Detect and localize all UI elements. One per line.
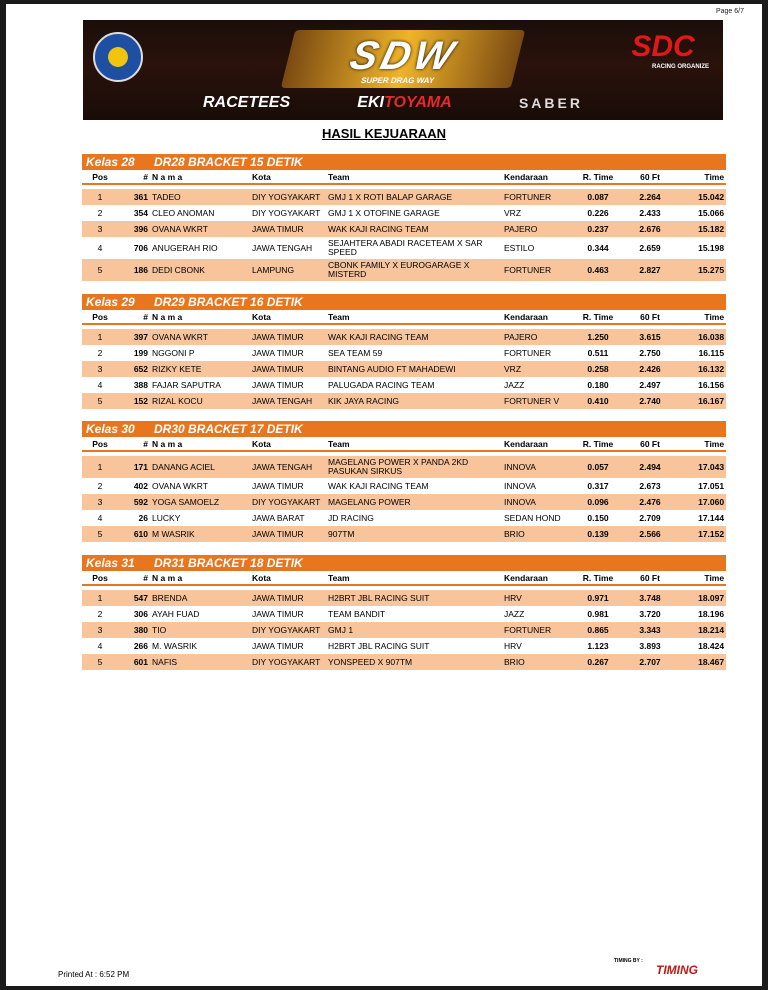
- sdc-subtitle: RACING ORGANIZE: [652, 64, 709, 70]
- number-cell: 592: [118, 494, 150, 510]
- column-header: N a m a: [150, 170, 250, 184]
- reaction-time-cell: 1.250: [572, 329, 624, 345]
- class-number: Kelas 28: [82, 154, 150, 170]
- pos-cell: 3: [82, 494, 118, 510]
- column-header: 60 Ft: [624, 170, 676, 184]
- name-cell: DEDI CBONK: [150, 259, 250, 281]
- reaction-time-cell: 0.226: [572, 205, 624, 221]
- reaction-time-cell: 0.267: [572, 654, 624, 670]
- team-cell: KIK JAYA RACING: [326, 393, 502, 409]
- time-cell: 16.115: [676, 345, 726, 361]
- name-cell: NAFIS: [150, 654, 250, 670]
- reaction-time-cell: 0.511: [572, 345, 624, 361]
- reaction-time-cell: 0.317: [572, 478, 624, 494]
- 60ft-cell: 2.673: [624, 478, 676, 494]
- number-cell: 706: [118, 237, 150, 259]
- column-header: R. Time: [572, 437, 624, 451]
- pos-cell: 2: [82, 478, 118, 494]
- table-row: [82, 510, 726, 526]
- reaction-time-cell: 0.057: [572, 456, 624, 478]
- table-row: [82, 622, 726, 638]
- column-header: Kota: [250, 437, 326, 451]
- city-cell: JAWA TIMUR: [250, 221, 326, 237]
- column-header: Kendaraan: [502, 437, 572, 451]
- table-row: [82, 189, 726, 205]
- team-cell: GMJ 1 X ROTI BALAP GARAGE: [326, 189, 502, 205]
- city-cell: LAMPUNG: [250, 259, 326, 281]
- team-cell: MAGELANG POWER: [326, 494, 502, 510]
- city-cell: JAWA TENGAH: [250, 456, 326, 478]
- vehicle-cell: FORTUNER: [502, 622, 572, 638]
- name-cell: TIO: [150, 622, 250, 638]
- time-cell: 17.152: [676, 526, 726, 542]
- city-cell: JAWA BARAT: [250, 510, 326, 526]
- pos-cell: 4: [82, 377, 118, 393]
- city-cell: DIY YOGYAKART: [250, 494, 326, 510]
- pos-cell: 4: [82, 510, 118, 526]
- timing-logo: TIMING: [656, 963, 698, 977]
- city-cell: JAWA TIMUR: [250, 606, 326, 622]
- table-row: [82, 237, 726, 259]
- class-name: DR30 BRACKET 17 DETIK: [150, 421, 726, 437]
- reaction-time-cell: 0.971: [572, 590, 624, 606]
- name-cell: ANUGERAH RIO: [150, 237, 250, 259]
- team-cell: WAK KAJI RACING TEAM: [326, 478, 502, 494]
- city-cell: JAWA TIMUR: [250, 361, 326, 377]
- column-header: Time: [676, 437, 726, 451]
- city-cell: JAWA TIMUR: [250, 638, 326, 654]
- team-cell: SEJAHTERA ABADI RACETEAM X SAR SPEED: [326, 237, 502, 259]
- column-header: Pos: [82, 310, 118, 324]
- vehicle-cell: FORTUNER: [502, 189, 572, 205]
- 60ft-cell: 3.615: [624, 329, 676, 345]
- team-cell: GMJ 1: [326, 622, 502, 638]
- pos-cell: 1: [82, 590, 118, 606]
- table-row: [82, 205, 726, 221]
- reaction-time-cell: 0.096: [572, 494, 624, 510]
- name-cell: TADEO: [150, 189, 250, 205]
- team-cell: TEAM BANDIT: [326, 606, 502, 622]
- city-cell: DIY YOGYAKART: [250, 654, 326, 670]
- name-cell: FAJAR SAPUTRA: [150, 377, 250, 393]
- 60ft-cell: 3.893: [624, 638, 676, 654]
- column-header: N a m a: [150, 437, 250, 451]
- name-cell: M WASRIK: [150, 526, 250, 542]
- pos-cell: 5: [82, 259, 118, 281]
- reaction-time-cell: 0.180: [572, 377, 624, 393]
- pos-cell: 2: [82, 345, 118, 361]
- team-cell: GMJ 1 X OTOFINE GARAGE: [326, 205, 502, 221]
- pos-cell: 1: [82, 329, 118, 345]
- number-cell: 354: [118, 205, 150, 221]
- city-cell: DIY YOGYAKART: [250, 622, 326, 638]
- vehicle-cell: FORTUNER V: [502, 393, 572, 409]
- column-header: 60 Ft: [624, 571, 676, 585]
- results-page: [6, 4, 762, 986]
- pos-cell: 4: [82, 638, 118, 654]
- class-name: DR29 BRACKET 16 DETIK: [150, 294, 726, 310]
- column-header: Kendaraan: [502, 571, 572, 585]
- vehicle-cell: INNOVA: [502, 478, 572, 494]
- column-header: Kota: [250, 571, 326, 585]
- 60ft-cell: 3.720: [624, 606, 676, 622]
- reaction-time-cell: 0.258: [572, 361, 624, 377]
- city-cell: JAWA TIMUR: [250, 590, 326, 606]
- vehicle-cell: BRIO: [502, 526, 572, 542]
- vehicle-cell: SEDAN HOND: [502, 510, 572, 526]
- sponsor-strip: [203, 92, 583, 114]
- number-cell: 547: [118, 590, 150, 606]
- time-cell: 17.060: [676, 494, 726, 510]
- time-cell: 18.196: [676, 606, 726, 622]
- table-row: [82, 606, 726, 622]
- reaction-time-cell: 0.150: [572, 510, 624, 526]
- pos-cell: 1: [82, 189, 118, 205]
- name-cell: OVANA WKRT: [150, 478, 250, 494]
- time-cell: 15.198: [676, 237, 726, 259]
- pos-cell: 1: [82, 456, 118, 478]
- column-header: 60 Ft: [624, 437, 676, 451]
- 60ft-cell: 3.748: [624, 590, 676, 606]
- time-cell: 18.097: [676, 590, 726, 606]
- team-cell: BINTANG AUDIO FT MAHADEWI: [326, 361, 502, 377]
- column-header: Team: [326, 437, 502, 451]
- column-header: 60 Ft: [624, 310, 676, 324]
- 60ft-cell: 2.497: [624, 377, 676, 393]
- city-cell: JAWA TENGAH: [250, 393, 326, 409]
- column-header: Team: [326, 571, 502, 585]
- team-cell: WAK KAJI RACING TEAM: [326, 221, 502, 237]
- name-cell: OVANA WKRT: [150, 329, 250, 345]
- table-row: [82, 526, 726, 542]
- column-header: #: [118, 170, 150, 184]
- vehicle-cell: FORTUNER: [502, 345, 572, 361]
- table-row: [82, 259, 726, 281]
- class-number: Kelas 30: [82, 421, 150, 437]
- time-cell: 17.043: [676, 456, 726, 478]
- time-cell: 15.182: [676, 221, 726, 237]
- reaction-time-cell: 1.123: [572, 638, 624, 654]
- number-cell: 266: [118, 638, 150, 654]
- time-cell: 17.051: [676, 478, 726, 494]
- 60ft-cell: 2.494: [624, 456, 676, 478]
- printed-at: Printed At : 6:52 PM: [58, 970, 130, 979]
- number-cell: 402: [118, 478, 150, 494]
- city-cell: JAWA TIMUR: [250, 345, 326, 361]
- city-cell: DIY YOGYAKART: [250, 189, 326, 205]
- number-cell: 380: [118, 622, 150, 638]
- column-header: R. Time: [572, 310, 624, 324]
- number-cell: 388: [118, 377, 150, 393]
- time-cell: 18.467: [676, 654, 726, 670]
- table-row: [82, 456, 726, 478]
- city-cell: JAWA TENGAH: [250, 237, 326, 259]
- 60ft-cell: 2.709: [624, 510, 676, 526]
- column-header: Kota: [250, 310, 326, 324]
- number-cell: 396: [118, 221, 150, 237]
- column-header: Team: [326, 170, 502, 184]
- table-row: [82, 221, 726, 237]
- reaction-time-cell: 0.344: [572, 237, 624, 259]
- class-table: [82, 154, 726, 281]
- city-cell: DIY YOGYAKART: [250, 205, 326, 221]
- team-cell: PALUGADA RACING TEAM: [326, 377, 502, 393]
- vehicle-cell: ESTILO: [502, 237, 572, 259]
- time-cell: 16.156: [676, 377, 726, 393]
- column-header: Pos: [82, 170, 118, 184]
- name-cell: DANANG ACIEL: [150, 456, 250, 478]
- sponsor-eki-toyama-logo: EKITOYAMA: [357, 94, 452, 111]
- vehicle-cell: BRIO: [502, 654, 572, 670]
- class-table: [82, 555, 726, 670]
- pos-cell: 5: [82, 526, 118, 542]
- vehicle-cell: FORTUNER: [502, 259, 572, 281]
- pos-cell: 3: [82, 221, 118, 237]
- reaction-time-cell: 0.981: [572, 606, 624, 622]
- city-cell: JAWA TIMUR: [250, 526, 326, 542]
- page-number: Page 6/7: [715, 8, 744, 15]
- 60ft-cell: 2.264: [624, 189, 676, 205]
- name-cell: RIZKY KETE: [150, 361, 250, 377]
- column-header: Pos: [82, 437, 118, 451]
- vehicle-cell: HRV: [502, 638, 572, 654]
- vehicle-cell: HRV: [502, 590, 572, 606]
- table-row: [82, 329, 726, 345]
- name-cell: AYAH FUAD: [150, 606, 250, 622]
- event-banner: [83, 20, 723, 120]
- vehicle-cell: PAJERO: [502, 329, 572, 345]
- column-header: Time: [676, 170, 726, 184]
- 60ft-cell: 2.426: [624, 361, 676, 377]
- time-cell: 16.132: [676, 361, 726, 377]
- 60ft-cell: 2.566: [624, 526, 676, 542]
- time-cell: 16.167: [676, 393, 726, 409]
- vehicle-cell: VRZ: [502, 361, 572, 377]
- team-cell: CBONK FAMILY X EUROGARAGE X MISTERD: [326, 259, 502, 281]
- pos-cell: 5: [82, 654, 118, 670]
- number-cell: 199: [118, 345, 150, 361]
- 60ft-cell: 2.659: [624, 237, 676, 259]
- reaction-time-cell: 0.139: [572, 526, 624, 542]
- city-cell: JAWA TIMUR: [250, 329, 326, 345]
- class-number: Kelas 29: [82, 294, 150, 310]
- sponsor-racetees-logo: RACETEES: [203, 94, 291, 111]
- team-cell: H2BRT JBL RACING SUIT: [326, 590, 502, 606]
- time-cell: 17.144: [676, 510, 726, 526]
- number-cell: 397: [118, 329, 150, 345]
- name-cell: OVANA WKRT: [150, 221, 250, 237]
- 60ft-cell: 2.740: [624, 393, 676, 409]
- class-name: DR28 BRACKET 15 DETIK: [150, 154, 726, 170]
- table-row: [82, 345, 726, 361]
- number-cell: 152: [118, 393, 150, 409]
- reaction-time-cell: 0.463: [572, 259, 624, 281]
- vehicle-cell: JAZZ: [502, 377, 572, 393]
- 60ft-cell: 2.476: [624, 494, 676, 510]
- sdw-logo: SDW SUPER DRAG WAY: [281, 30, 525, 88]
- vehicle-cell: PAJERO: [502, 221, 572, 237]
- pos-cell: 3: [82, 622, 118, 638]
- number-cell: 306: [118, 606, 150, 622]
- reaction-time-cell: 0.410: [572, 393, 624, 409]
- column-header: #: [118, 437, 150, 451]
- time-cell: 16.038: [676, 329, 726, 345]
- vehicle-cell: INNOVA: [502, 456, 572, 478]
- name-cell: NGGONI P: [150, 345, 250, 361]
- city-cell: JAWA TIMUR: [250, 478, 326, 494]
- club-emblem-icon: [93, 32, 143, 82]
- column-header: R. Time: [572, 170, 624, 184]
- pos-cell: 2: [82, 606, 118, 622]
- reaction-time-cell: 0.237: [572, 221, 624, 237]
- 60ft-cell: 2.707: [624, 654, 676, 670]
- 60ft-cell: 2.827: [624, 259, 676, 281]
- time-cell: 15.275: [676, 259, 726, 281]
- name-cell: M. WASRIK: [150, 638, 250, 654]
- reaction-time-cell: 0.087: [572, 189, 624, 205]
- column-header: #: [118, 571, 150, 585]
- team-cell: H2BRT JBL RACING SUIT: [326, 638, 502, 654]
- sdc-logo: SDC: [631, 30, 695, 63]
- number-cell: 361: [118, 189, 150, 205]
- table-row: [82, 393, 726, 409]
- team-cell: WAK KAJI RACING TEAM: [326, 329, 502, 345]
- 60ft-cell: 2.433: [624, 205, 676, 221]
- vehicle-cell: JAZZ: [502, 606, 572, 622]
- column-header: N a m a: [150, 571, 250, 585]
- column-header: Time: [676, 310, 726, 324]
- column-header: Kendaraan: [502, 310, 572, 324]
- number-cell: 26: [118, 510, 150, 526]
- team-cell: 907TM: [326, 526, 502, 542]
- class-number: Kelas 31: [82, 555, 150, 571]
- table-row: [82, 377, 726, 393]
- page-title: HASIL KEJUARAAN: [322, 126, 446, 141]
- class-name: DR31 BRACKET 18 DETIK: [150, 555, 726, 571]
- vehicle-cell: INNOVA: [502, 494, 572, 510]
- table-row: [82, 361, 726, 377]
- city-cell: JAWA TIMUR: [250, 377, 326, 393]
- timing-by-label: TIMING BY :: [614, 958, 643, 964]
- class-table: [82, 294, 726, 409]
- name-cell: YOGA SAMOELZ: [150, 494, 250, 510]
- column-header: Team: [326, 310, 502, 324]
- pos-cell: 4: [82, 237, 118, 259]
- vehicle-cell: VRZ: [502, 205, 572, 221]
- column-header: R. Time: [572, 571, 624, 585]
- name-cell: RIZAL KOCU: [150, 393, 250, 409]
- pos-cell: 2: [82, 205, 118, 221]
- name-cell: CLEO ANOMAN: [150, 205, 250, 221]
- number-cell: 610: [118, 526, 150, 542]
- number-cell: 652: [118, 361, 150, 377]
- sponsor-saber-logo: SABER: [518, 95, 583, 111]
- table-row: [82, 638, 726, 654]
- class-table: [82, 421, 726, 542]
- pos-cell: 3: [82, 361, 118, 377]
- table-row: [82, 494, 726, 510]
- team-cell: YONSPEED X 907TM: [326, 654, 502, 670]
- team-cell: JD RACING: [326, 510, 502, 526]
- team-cell: SEA TEAM 59: [326, 345, 502, 361]
- column-header: Kota: [250, 170, 326, 184]
- time-cell: 15.066: [676, 205, 726, 221]
- number-cell: 171: [118, 456, 150, 478]
- reaction-time-cell: 0.865: [572, 622, 624, 638]
- column-header: Kendaraan: [502, 170, 572, 184]
- column-header: N a m a: [150, 310, 250, 324]
- table-row: [82, 590, 726, 606]
- number-cell: 186: [118, 259, 150, 281]
- 60ft-cell: 3.343: [624, 622, 676, 638]
- time-cell: 18.214: [676, 622, 726, 638]
- name-cell: BRENDA: [150, 590, 250, 606]
- name-cell: LUCKY: [150, 510, 250, 526]
- column-header: Time: [676, 571, 726, 585]
- time-cell: 18.424: [676, 638, 726, 654]
- table-row: [82, 478, 726, 494]
- column-header: Pos: [82, 571, 118, 585]
- number-cell: 601: [118, 654, 150, 670]
- 60ft-cell: 2.750: [624, 345, 676, 361]
- pos-cell: 5: [82, 393, 118, 409]
- team-cell: MAGELANG POWER X PANDA 2KD PASUKAN SIRKUS: [326, 456, 502, 478]
- time-cell: 15.042: [676, 189, 726, 205]
- table-row: [82, 654, 726, 670]
- column-header: #: [118, 310, 150, 324]
- 60ft-cell: 2.676: [624, 221, 676, 237]
